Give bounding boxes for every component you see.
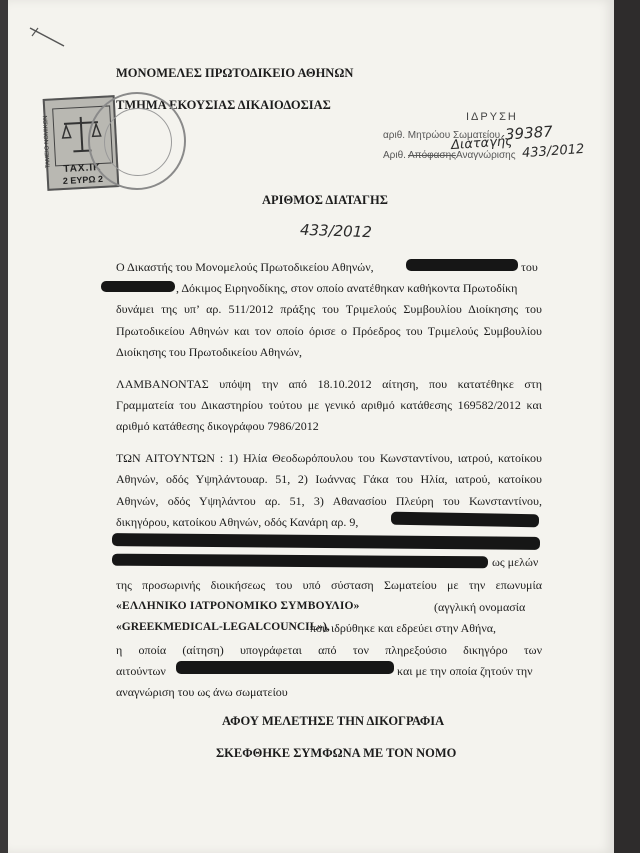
heading-studied: ΑΦΟΥ ΜΕΛΕΤΗΣΕ ΤΗΝ ΔΙΚΟΓΡΑΦΙΑ (222, 714, 445, 728)
petition-line-2: Γραμματεία του Δικαστηρίου τούτου με γενικό αριθμό κατάθεσης 169582/2012 και (116, 398, 542, 412)
redacted-lawyer-name (176, 661, 394, 674)
founded-text: που ιδρύθηκε και εδρεύει στην Αθήνα, (310, 621, 497, 635)
recognition-number: 433/2012 (521, 141, 585, 162)
order-handwritten-label: Διαταγής (450, 133, 514, 154)
stamp-value: 2 ΕΥΡΩ 2 (62, 173, 104, 186)
applicants-line-7: της προσωρινής διοικήσεως του υπό σύσταση Σωματείου με την επωνυμία (116, 578, 542, 592)
signature-line: η οποία (αίτηση) υπογράφεται από τον πληρεξούσιο δικηγόρο των (116, 643, 542, 657)
registry-label: αριθ. Μητρώου Σωματείου (383, 130, 501, 141)
judge-line-end: του (521, 260, 538, 274)
order-number: 433/2012 (299, 220, 373, 242)
applicants-line-3: Αθηνών, οδός Υψηλάντου αρ. 51, 3) Αθανασίου Πλεύρη του Κωνσταντίνου, (116, 494, 542, 508)
redacted-line-6 (112, 554, 488, 569)
petition-line-3: αριθμό κατάθεσης δικογράφου 7986/2012 (116, 419, 319, 433)
members-word: ως μελών (492, 555, 539, 569)
document-page (8, 0, 614, 853)
association-name-english: «GREEKMEDICAL-LEGALCOUNCIL»), (116, 621, 330, 633)
petition-line-1: ΛΑΜΒΑΝΟΝΤΑΣ υπόψη την από 18.10.2012 αίτηση, που κατατέθηκε στη (116, 377, 542, 391)
page-edge-shadow (614, 0, 640, 853)
recognition-label-start: Αριθ. (383, 150, 406, 161)
registration-title: ΙΔΡΥΣΗ (466, 111, 518, 123)
heading-considered: ΣΚΕΦΘΗΚΕ ΣΥΜΦΩΝΑ ΜΕ ΤΟΝ ΝΟΜΟ (216, 746, 457, 760)
judge-line-5: Διοίκησης του Πρωτοδικείου Αθηνών, (116, 345, 303, 359)
applicants-word: αιτούντων (116, 664, 166, 678)
redacted-judge-name (406, 259, 518, 271)
recognition-text: αναγνώριση του ως άνω σωματείου (116, 685, 288, 699)
redacted-father-name (101, 281, 175, 292)
corner-mark-icon (28, 24, 68, 50)
applicants-line-4: δικηγόρου, κατοίκου Αθηνών, οδός Κανάρη αρ. 9, (116, 515, 359, 529)
association-name-greek: «ΕΛΛΗΝΙΚΟ ΙΑΤΡΟΝΟΜΙΚΟ ΣΥΜΒΟΥΛΙΟ» (116, 600, 360, 612)
applicants-line-1: ΤΩΝ ΑΙΤΟΥΝΤΩΝ : 1) Ηλία Θεοδωρόπουλου του Κωνσταντίνου, ιατρού, κατοίκου (116, 451, 542, 465)
recognition-label-end: Αναγνώρισης (456, 150, 516, 161)
court-seal (88, 92, 186, 190)
applicants-line-2: Αθηνών, οδός Υψηλάντουαρ. 51, 2) Ιωάννας Γάκα του Ηλία, ιατρού, κατοίκου (116, 472, 542, 486)
department-name: ΤΜΗΜΑ ΕΚΟΥΣΙΑΣ ΔΙΚΑΙΟΔΟΣΙΑΣ (116, 98, 331, 112)
stamp-top-text: ΤΑΜΕΙΟ ΝΟΜΙΚΩΝ (42, 115, 52, 169)
request-text: και με την οποία ζητούν την (397, 664, 533, 678)
registry-number: 39387 (504, 122, 554, 144)
judge-line-start: Ο Δικαστής του Μονομελούς Πρωτοδικείου Αθηνών, (116, 260, 374, 274)
redacted-line-5 (112, 533, 540, 550)
judge-line-2: , Δόκιμος Ειρηνοδίκης, στον οποίο ανατέθηκαν καθήκοντα Πρωτοδίκη (176, 281, 518, 295)
redacted-line-4-tail (391, 512, 539, 528)
stamp-title: ΤΑΧ.ΙΚ (63, 161, 102, 175)
order-title: ΑΡΙΘΜΟΣ ΔΙΑΤΑΓΗΣ (262, 193, 388, 207)
court-name: ΜΟΝΟΜΕΛΕΣ ΠΡΩΤΟΔΙΚΕΙΟ ΑΘΗΝΩΝ (116, 66, 354, 80)
english-name-label: (αγγλική ονομασία (434, 600, 526, 614)
judge-line-3: δυνάμει της υπ’ αρ. 511/2012 πράξης του Τριμελούς Συμβουλίου Διοίκησης του (116, 302, 542, 316)
struck-label: Απόφασης (408, 150, 456, 161)
judge-line-4: Πρωτοδικείου Αθηνών και τον οποίο όρισε ο Πρόεδρος του Τριμελούς Συμβουλίου (116, 324, 542, 338)
